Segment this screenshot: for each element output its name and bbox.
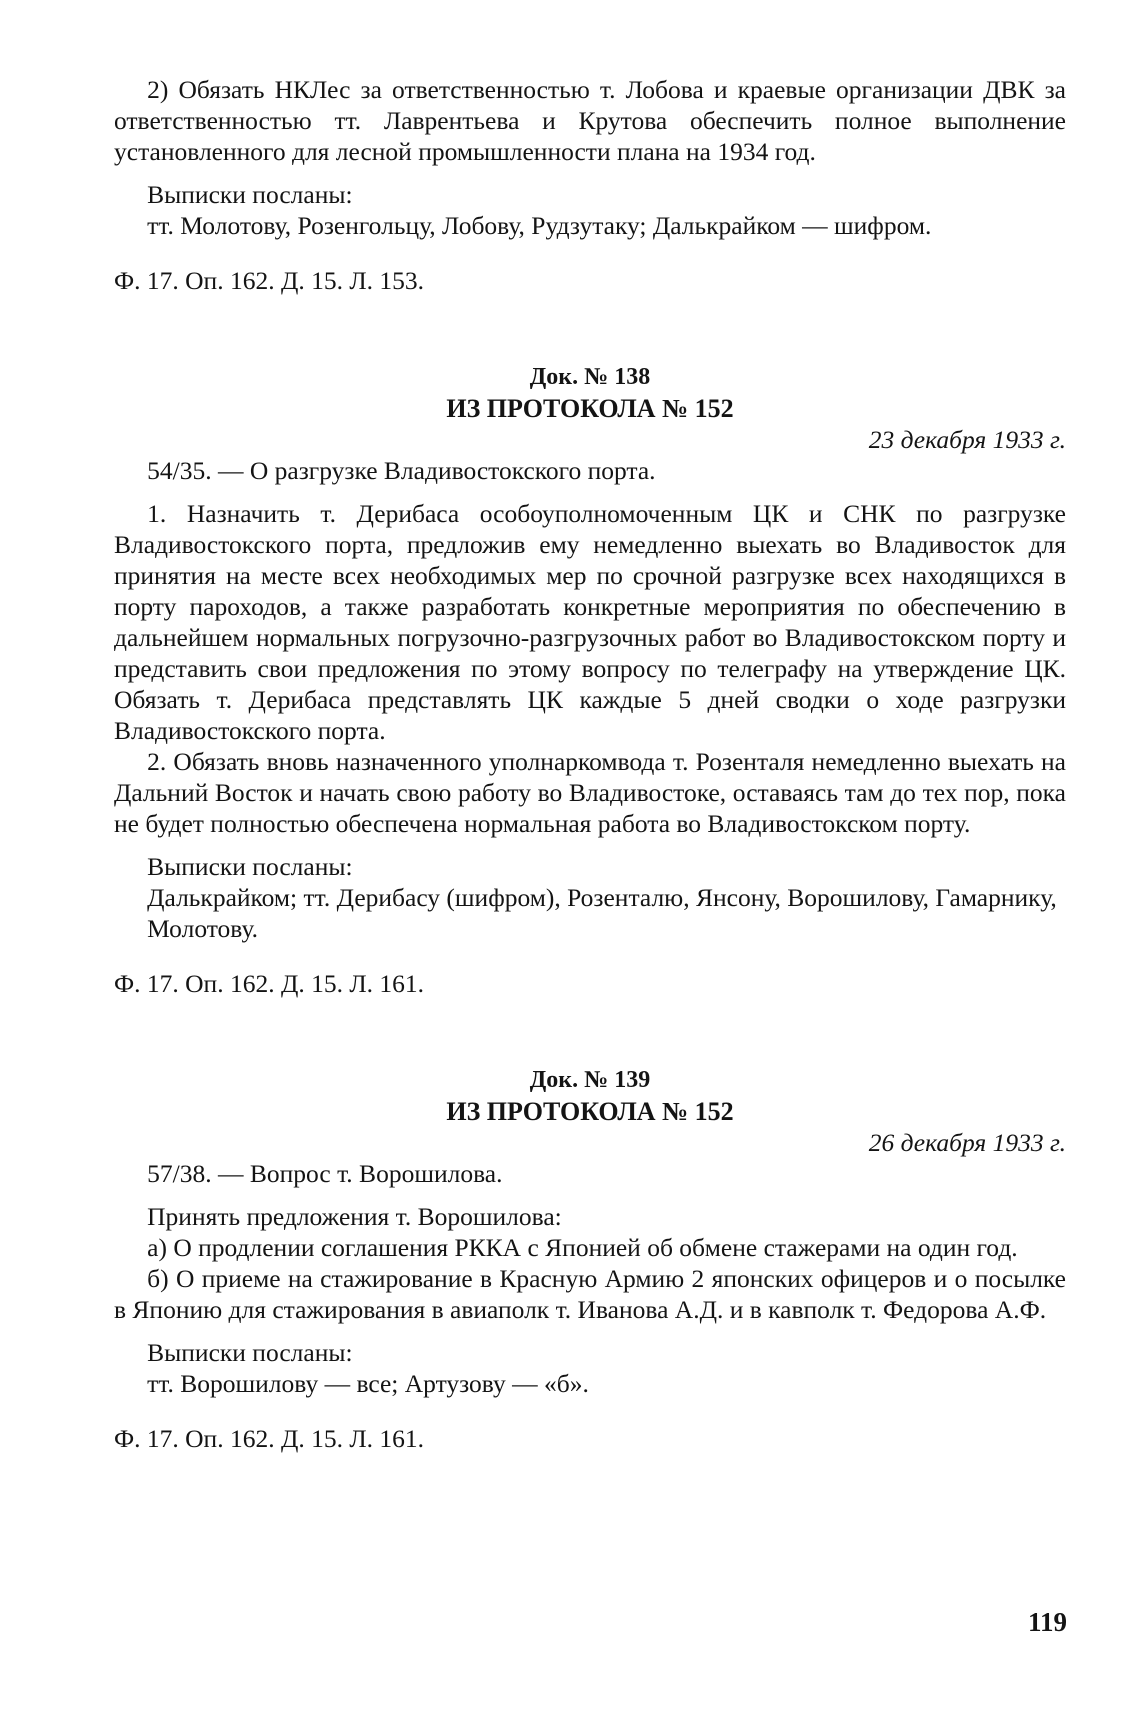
doc139-title: ИЗ ПРОТОКОЛА № 152: [446, 1097, 734, 1126]
top-archive-ref: Ф. 17. Оп. 162. Д. 15. Л. 153.: [114, 266, 425, 295]
top-paragraph: 2) Обязать НКЛес за ответственностью т. Лобова и краевые организации ДВК за ответственностью тт. Лаврентьева и Крутова обеспечить полное выполнение установленного для лесной промышленности плана на 1934 год.: [114, 75, 1066, 166]
doc139-sent-to: тт. Ворошилову — все; Артузову — «б».: [147, 1369, 589, 1398]
doc139-date: 26 декабря 1933 г.: [868, 1128, 1066, 1157]
doc138-title: ИЗ ПРОТОКОЛА № 152: [446, 394, 734, 423]
doc138-archive-ref: Ф. 17. Оп. 162. Д. 15. Л. 161.: [114, 969, 425, 998]
doc139-number: Док. № 139: [529, 1067, 651, 1093]
top-sent-to: тт. Молотову, Розенгольцу, Лобову, Рудзутаку; Далькрайком — шифром.: [147, 211, 932, 240]
top-sent-label: Выписки посланы:: [147, 180, 353, 209]
doc138-sent-label: Выписки посланы:: [147, 852, 353, 881]
doc138-item: 54/35. — О разгрузке Владивостокского порта.: [147, 456, 656, 485]
doc138-date: 23 декабря 1933 г.: [868, 425, 1066, 454]
doc138-sent-to: Далькрайком; тт. Дерибасу (шифром), Розенталю, Янсону, Ворошилову, Гамарнику, Молотову.: [147, 883, 1057, 943]
doc138-paragraph-2: 2. Обязать вновь назначенного уполнаркомвода т. Розенталя немедленно выехать на Дальний Восток и начать свою работу во Владивостоке, оставаясь там до тех пор, пока не будет полностью обеспечена нормальная работа во Владивостокском порту.: [114, 747, 1066, 838]
doc139-item: 57/38. — Вопрос т. Ворошилова.: [147, 1159, 503, 1188]
doc139-point-a: а) О продлении соглашения РККА с Японией об обмене стажерами на один год.: [147, 1233, 1018, 1262]
page-body: [114, 74, 1066, 1454]
doc139-archive-ref: Ф. 17. Оп. 162. Д. 15. Л. 161.: [114, 1424, 425, 1453]
doc138-paragraph-1: 1. Назначить т. Дерибаса особоуполномоченным ЦК и СНК по разгрузке Владивостокского порта, предложив ему немедленно выехать во Владивосток для принятия на месте всех необходимых мер по срочной разгрузке всех находящихся в порту пароходов, а также разработать конкретные мероприятия по обеспечению в дальнейшем нормальных погрузочно-разгрузочных работ во Владивостокском порту и представить свои предложения по этому вопросу по телеграфу на утверждение ЦК. Обязать т. Дерибаса представлять ЦК каждые 5 дней сводки о ходе разгрузки Владивостокского порта.: [114, 499, 1066, 745]
doc138-number: Док. № 138: [529, 364, 651, 390]
page-number: 119: [1028, 1607, 1068, 1637]
doc139-point-b: б) О приеме на стажирование в Красную Армию 2 японских офицеров и о посылке в Японию для стажирования в авиаполк т. Иванова А.Д. и в кавполк т. Федорова А.Ф.: [114, 1264, 1066, 1324]
doc139-sent-label: Выписки посланы:: [147, 1338, 353, 1367]
doc139-accept: Принять предложения т. Ворошилова:: [147, 1202, 562, 1231]
